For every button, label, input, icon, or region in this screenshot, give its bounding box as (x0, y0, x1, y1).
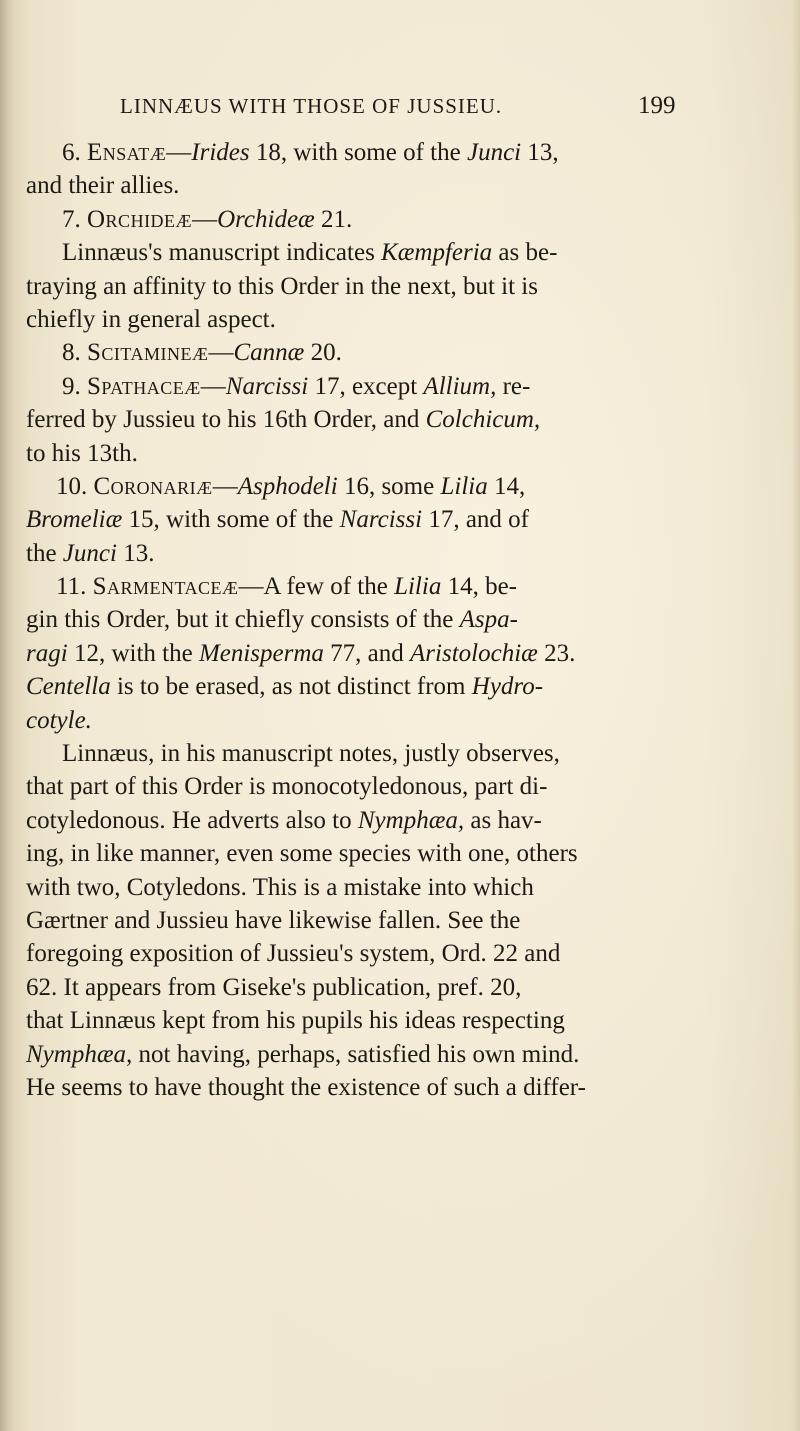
text-line-5: traying an affinity to this Order in the next, but it is (26, 272, 538, 300)
order-name: Spathaceæ (87, 372, 201, 400)
text-line-8: 9. Spathaceæ—Narcissi 17, except Allium, re- (62, 372, 531, 400)
text-line-25: foregoing exposition of Jussieu's system, Ord. 22 and (26, 940, 561, 968)
text-line-11: 10. Coronariæ—Asphodeli 16, some Lilia 14, (56, 472, 526, 500)
text-line-4: Linnæus's manuscript indicates Kæmpferia as be- (62, 239, 558, 267)
text-line-19: Linnæus, in his manuscript notes, justly observes, (62, 740, 560, 768)
text-line-21: cotyledonous. He adverts also to Nymphæa, as hav- (26, 806, 542, 834)
page-edge-shadow (792, 0, 800, 1431)
group-name: Cannæ (233, 339, 305, 367)
text-line-28: Nymphæa, not having, perhaps, satisfied his own mind. (26, 1040, 580, 1068)
order-name: Sarmentaceæ (92, 573, 239, 601)
text-line-17: Centella is to be erased, as not distinct from Hydro- (26, 673, 544, 701)
group-name: Asphodeli (237, 472, 338, 500)
text-line-1: 6. Ensatæ—Irides 18, with some of the Junci 13, (62, 139, 559, 166)
page-header (0, 94, 800, 124)
running-head: LINNÆUS WITH THOSE OF JUSSIEU. (120, 94, 503, 118)
group-name: Narcissi (225, 372, 309, 400)
text-line-24: Gærtner and Jussieu have likewise fallen. See the (26, 906, 521, 934)
text-line-14: 11. Sarmentaceæ—A few of the Lilia 14, be- (56, 573, 517, 601)
text-line-13: the Junci 13. (26, 539, 155, 567)
text-line-23: with two, Cotyledons. This is a mistake into which (26, 873, 534, 901)
text-line-2: and their allies. (26, 172, 180, 200)
text-line-26: 62. It appears from Giseke's publication, pref. 20, (26, 973, 522, 1001)
text-line-9: ferred by Jussieu to his 16th Order, and Colchicum, (26, 406, 541, 434)
text-line-15: gin this Order, but it chiefly consists of the Aspa- (26, 606, 518, 634)
text-line-22: ing, in like manner, even some species with one, others (26, 840, 578, 868)
group-name: Orchideæ (217, 205, 315, 233)
body-text (26, 136, 638, 1104)
order-name: Ensatæ (87, 139, 167, 166)
text-line-7: 8. Scitamineæ—Cannæ 20. (62, 339, 342, 367)
order-name: Orchideæ (87, 205, 193, 233)
binding-gutter (0, 0, 14, 1431)
text-line-12: Bromeliæ 15, with some of the Narcissi 17, and of (26, 506, 529, 534)
text-line-16: ragi 12, with the Menisperma 77, and Aristolochiæ 23. (26, 639, 576, 667)
text-line-27: that Linnæus kept from his pupils his ideas respecting (26, 1007, 565, 1035)
order-name: Coronariæ (93, 472, 213, 500)
text-line-10: to his 13th. (26, 439, 138, 467)
group-name: Irides (191, 139, 250, 166)
text-line-6: chiefly in general aspect. (26, 305, 276, 333)
text-line-3: 7. Orchideæ—Orchideæ 21. (62, 205, 353, 233)
order-name: Scitamineæ (87, 339, 209, 367)
text-line-20: that part of this Order is monocotyledonous, part di- (26, 773, 548, 801)
page-number: 199 (638, 92, 676, 119)
text-line-18: cotyle. (26, 706, 92, 734)
text-line-29: He seems to have thought the existence of such a differ- (26, 1073, 586, 1101)
